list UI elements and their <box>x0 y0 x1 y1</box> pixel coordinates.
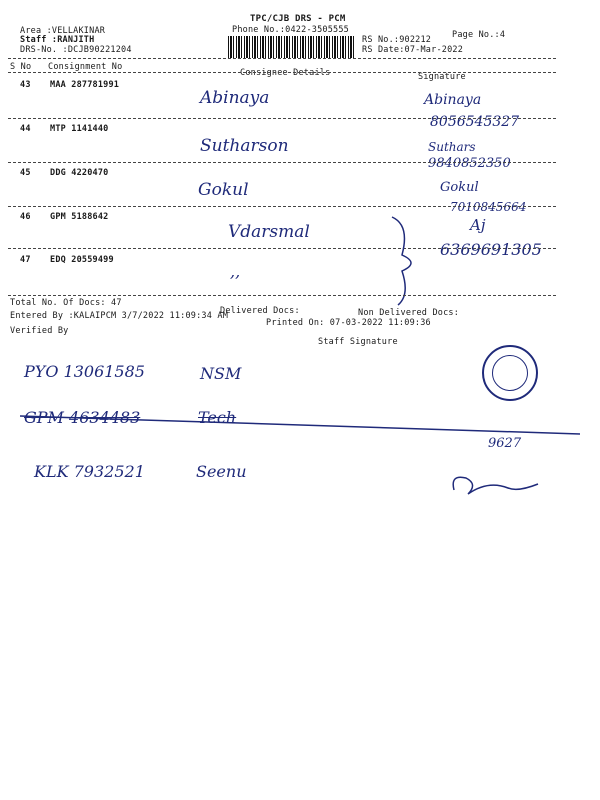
consignee-name: Abinaya <box>200 88 270 108</box>
divider <box>8 162 556 163</box>
total-docs: Total No. Of Docs: 47 <box>10 298 122 308</box>
consignee-name: Gokul <box>198 180 249 200</box>
note-name: Tech <box>198 408 237 427</box>
staff-signature: Staff Signature <box>318 337 398 347</box>
row-sno: 47 <box>20 255 31 265</box>
note-code: KLK 7932521 <box>34 462 145 481</box>
printed-on: Printed On: 07-03-2022 11:09:36 <box>266 318 431 328</box>
drs-number: DRS-No. :DCJB90221204 <box>20 45 132 55</box>
consignee-name: ,, <box>230 262 241 281</box>
consignee-name: Sutharson <box>200 136 289 156</box>
verified-by: Verified By <box>10 326 69 336</box>
signature-phone: 8056545327 <box>430 114 520 130</box>
row-consignment: MTP 1141440 <box>50 124 109 134</box>
signature: Gokul <box>440 180 479 195</box>
row-sno: 43 <box>20 80 31 90</box>
row-consignment: MAA 287781991 <box>50 80 120 90</box>
divider <box>8 295 556 296</box>
note-name: NSM <box>200 364 242 383</box>
area-field: Area :VELLAKINAR <box>20 26 106 36</box>
divider <box>8 248 556 249</box>
divider <box>8 206 556 207</box>
entered-by: Entered By :KALAIPCM 3/7/2022 11:09:34 AM <box>10 311 229 321</box>
signature: Aj <box>470 216 486 234</box>
divider <box>8 118 556 119</box>
signature: Abinaya <box>424 92 482 108</box>
col-sno: S No <box>10 62 32 72</box>
signature-phone: 6369691305 <box>440 240 542 259</box>
row-sno: 45 <box>20 168 31 178</box>
consignee-name: Vdarsmal <box>228 222 310 242</box>
staff-field: Staff :RANJITH <box>20 35 95 45</box>
signature-phone: 7010845664 <box>450 200 527 214</box>
divider <box>8 72 556 73</box>
extra-phone: 9627 <box>488 436 522 451</box>
row-consignment: EDQ 20559499 <box>50 255 114 265</box>
barcode <box>228 36 354 58</box>
row-sno: 44 <box>20 124 31 134</box>
row-consignment: GPM 5188642 <box>50 212 109 222</box>
phone-number: Phone No.:0422-3505555 <box>232 25 349 35</box>
row-consignment: DDG 4220470 <box>50 168 109 178</box>
company-stamp <box>482 345 538 401</box>
rs-date: RS Date:07-Mar-2022 <box>362 45 464 55</box>
note-code: GPM 4634483 <box>24 408 141 427</box>
document-title: TPC/CJB DRS - PCM <box>250 14 346 24</box>
signature-scribble <box>448 470 548 500</box>
signature: Suthars <box>428 140 476 154</box>
row-sno: 46 <box>20 212 31 222</box>
rs-number: RS No.:902212 <box>362 35 432 45</box>
note-code: PYO 13061585 <box>24 362 145 381</box>
signature-phone: 9840852350 <box>428 156 511 171</box>
col-consignee: Consignee Details <box>240 68 331 78</box>
page-number: Page No.:4 <box>452 30 506 40</box>
note-name: Seenu <box>196 462 247 481</box>
col-signature: Signature <box>418 72 466 82</box>
col-consignment: Consignment No <box>48 62 123 72</box>
non-delivered-docs: Non Delivered Docs: <box>358 308 460 318</box>
divider <box>8 58 556 59</box>
delivered-docs: Delivered Docs: <box>220 306 300 316</box>
